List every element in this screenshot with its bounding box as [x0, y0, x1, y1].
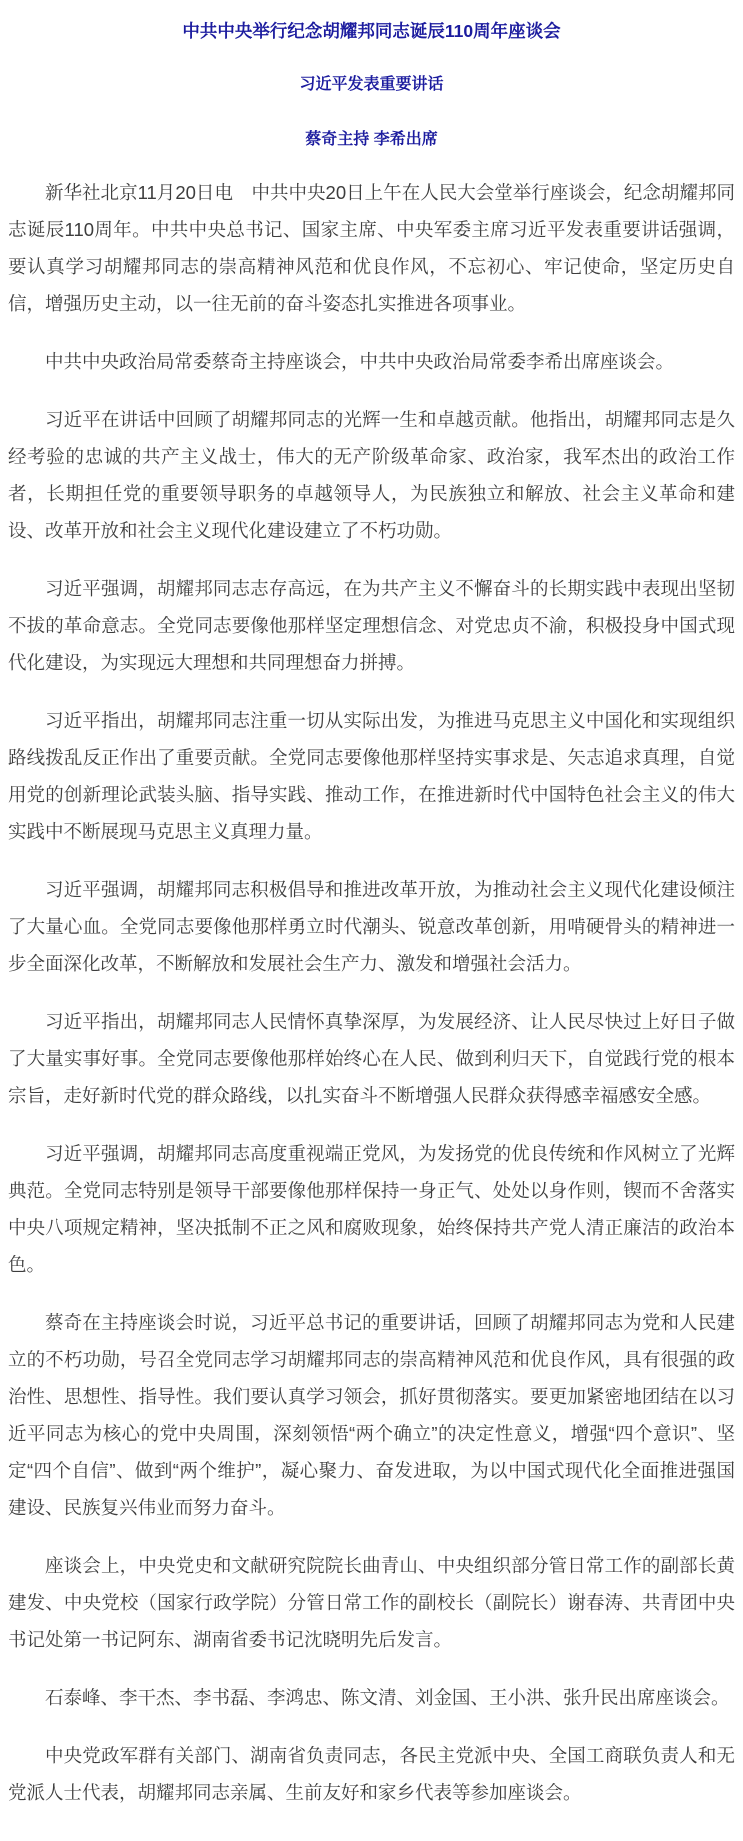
article-subtitle-attendees: 蔡奇主持 李希出席: [305, 131, 438, 148]
article-paragraph-participants: 中央党政军群有关部门、湖南省负责同志，各民主党派中央、全国工商联负责人和无党派人士代表，胡耀邦同志亲属、生前友好和家乡代表等参加座谈会。: [8, 1745, 735, 1803]
article-paragraph: 习近平在讲话中回顾了胡耀邦同志的光辉一生和卓越贡献。他指出，胡耀邦同志是久经考验的忠诚的共产主义战士，伟大的无产阶级革命家、政治家，我军杰出的政治工作者，长期担任党的重要领导职务的卓越领导人，为民族独立和解放、社会主义革命和建设、改革开放和社会主义现代化建设建立了不朽功勋。: [8, 409, 735, 541]
article-paragraph: 中共中央政治局常委蔡奇主持座谈会，中共中央政治局常委李希出席座谈会。: [45, 351, 675, 372]
article-body: [8, 174, 735, 1811]
article-paragraph: 习近平指出，胡耀邦同志注重一切从实际出发，为推进马克思主义中国化和实现组织路线拨乱反正作出了重要贡献。全党同志要像他那样坚持实事求是、矢志追求真理，自觉用党的创新理论武装头脑、指导实践、推动工作，在推进新时代中国特色社会主义的伟大实践中不断展现马克思主义真理力量。: [8, 710, 735, 842]
article-paragraph: 习近平指出，胡耀邦同志人民情怀真挚深厚，为发展经济、让人民尽快过上好日子做了大量实事好事。全党同志要像他那样始终心在人民、做到利归天下，自觉践行党的根本宗旨，走好新时代党的群众路线，以扎实奋斗不断增强人民群众获得感幸福感安全感。: [8, 1011, 735, 1106]
article-paragraph: 习近平强调，胡耀邦同志志存高远，在为共产主义不懈奋斗的长期实践中表现出坚韧不拔的革命意志。全党同志要像他那样坚定理想信念、对党忠贞不渝，积极投身中国式现代化建设，为实现远大理想和共同理想奋力拼搏。: [8, 578, 735, 673]
article-paragraph: 蔡奇在主持座谈会时说，习近平总书记的重要讲话，回顾了胡耀邦同志为党和人民建立的不朽功勋，号召全党同志学习胡耀邦同志的崇高精神风范和优良作风，具有很强的政治性、思想性、指导性。我们要认真学习领会，抓好贯彻落实。要更加紧密地团结在以习近平同志为核心的党中央周围，深刻领悟“两个确立”的决定性意义，增强“四个意识”、坚定“四个自信”、做到“两个维护”，凝心聚力、奋发进取，为以中国式现代化全面推进强国建设、民族复兴伟业而努力奋斗。: [8, 1312, 735, 1518]
article-paragraph-speakers: 座谈会上，中央党史和文献研究院院长曲青山、中央组织部分管日常工作的副部长黄建发、中央党校（国家行政学院）分管日常工作的副校长（副院长）谢春涛、共青团中央书记处第一书记阿东、湖南省委书记沈晓明先后发言。: [8, 1555, 735, 1650]
article-subtitle-speech: 习近平发表重要讲话: [299, 76, 444, 93]
article-paragraph-leaders: 石泰峰、李干杰、李书磊、李鸿忠、陈文清、刘金国、王小洪、张升民出席座谈会。: [45, 1687, 730, 1708]
article-paragraph-dateline: 新华社北京11月20日电 中共中央20日上午在人民大会堂举行座谈会，纪念胡耀邦同志诞辰110周年。中共中央总书记、国家主席、中央军委主席习近平发表重要讲话强调，要认真学习胡耀邦同志的崇高精神风范和优良作风，不忘初心、牢记使命，坚定历史自信，增强历史主动，以一往无前的奋斗姿态扎实推进各项事业。: [8, 182, 735, 314]
article-title: 中共中央举行纪念胡耀邦同志诞辰110周年座谈会: [182, 21, 561, 41]
article-paragraph: 习近平强调，胡耀邦同志高度重视端正党风，为发扬党的优良传统和作风树立了光辉典范。全党同志特别是领导干部要像他那样保持一身正气、处处以身作则，锲而不舍落实中央八项规定精神，坚决抵制不正之风和腐败现象，始终保持共产党人清正廉洁的政治本色。: [8, 1143, 735, 1275]
article-paragraph: 习近平强调，胡耀邦同志积极倡导和推进改革开放，为推动社会主义现代化建设倾注了大量心血。全党同志要像他那样勇立时代潮头、锐意改革创新，用啃硬骨头的精神进一步全面深化改革，不断解放和发展社会生产力、激发和增强社会活力。: [8, 879, 735, 974]
